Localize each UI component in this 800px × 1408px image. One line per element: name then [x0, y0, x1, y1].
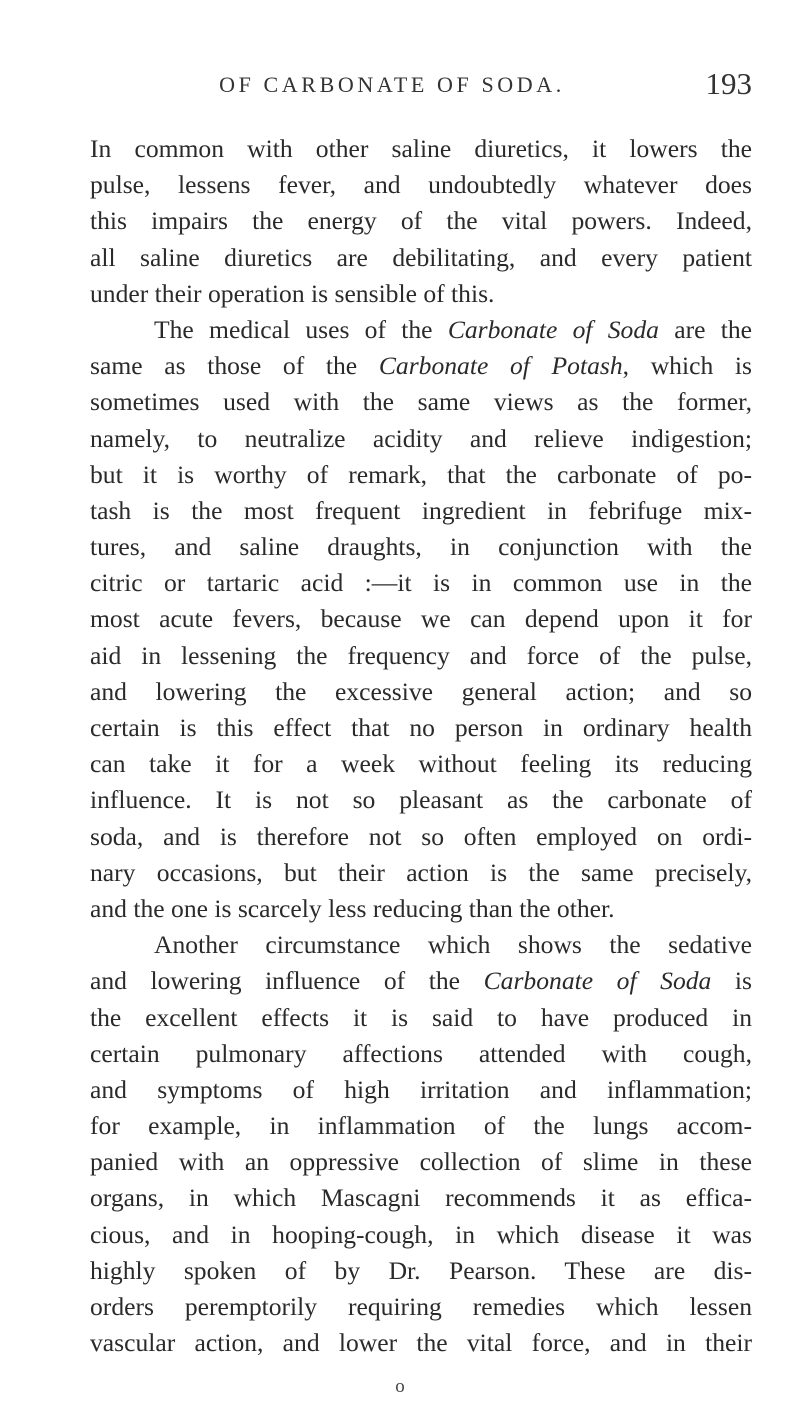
italic-term: Carbonate of Potash: [378, 351, 623, 381]
text-line: organs, in which Mascagni recommends it as effica-: [90, 1183, 752, 1213]
text-line: orders peremptorily requiring remedies which lessen: [90, 1292, 752, 1321]
text-line: tures, and saline draughts, in conjunction with the: [90, 532, 752, 562]
running-title: OF CARBONATE OF SODA.: [219, 72, 565, 97]
running-head: [92, 66, 752, 110]
text-line: nary occasions, but their action is the same precisely,: [90, 857, 752, 887]
italic-term: Carbonate of Soda: [483, 966, 712, 996]
text-line-italic-mixed: [90, 348, 752, 384]
text-line: vascular action, and lower the vital force, and in their: [90, 1328, 752, 1358]
text-line: namely, to neutralize acidity and relieve indigestion;: [90, 423, 752, 453]
text-line: and lowering the excessive general action; and so: [90, 676, 752, 706]
text-line: this impairs the energy of the vital powers. Indeed,: [90, 206, 752, 236]
signature-mark: o: [395, 1376, 405, 1397]
text-line: Another circumstance which shows the sedative: [154, 930, 752, 960]
text-line: certain is this effect that no person in ordinary health: [90, 713, 752, 742]
text-fragment: , which is: [622, 351, 752, 381]
text-line: soda, and is therefore not so often employed on ordi-: [90, 821, 752, 851]
text-fragment: same as those of the: [90, 351, 379, 381]
text-line: aid in lessening the frequency and force of the pulse,: [90, 640, 752, 670]
text-line: and symptoms of high irritation and inflammation;: [90, 1074, 752, 1104]
page-number: 193: [705, 66, 752, 101]
text-line-italic-mixed: [90, 963, 752, 999]
text-line: can take it for a week without feeling its reducing: [90, 749, 752, 779]
text-line: for example, in inflammation of the lungs accom-: [90, 1111, 752, 1141]
text-fragment: is: [711, 966, 752, 996]
text-line: all saline diuretics are debilitating, and every patient: [90, 242, 752, 272]
text-line: certain pulmonary affections attended with cough,: [90, 1038, 752, 1068]
body-text: [90, 131, 752, 1361]
text-line: but it is worthy of remark, that the carbonate of po-: [90, 459, 752, 489]
text-line: tash is the most frequent ingredient in febrifuge mix-: [90, 495, 752, 525]
text-fragment: are the: [658, 314, 752, 344]
text-line: pulse, lessens fever, and undoubtedly whatever does: [90, 170, 752, 200]
text-line: under their operation is sensible of this.: [90, 278, 495, 308]
text-line: the excellent effects it is said to have produced in: [90, 1002, 752, 1032]
text-line: sometimes used with the same views as the former,: [90, 387, 752, 417]
text-line: and the one is scarcely less reducing than the other.: [90, 893, 615, 923]
text-line: cious, and in hooping-cough, in which disease it was: [90, 1219, 752, 1249]
italic-term: Carbonate of Soda: [447, 314, 659, 344]
text-line: In common with other saline diuretics, it lowers the: [90, 134, 752, 163]
text-fragment: The medical uses of the: [154, 314, 448, 344]
text-fragment: and lowering influence of the: [90, 966, 484, 996]
text-line: citric or tartaric acid :—it is in common use in the: [90, 568, 752, 598]
text-line: highly spoken of by Dr. Pearson. These are dis-: [90, 1255, 752, 1285]
text-line-italic-mixed: [90, 312, 752, 348]
text-line: panied with an oppressive collection of slime in these: [90, 1147, 752, 1177]
text-line: influence. It is not so pleasant as the carbonate of: [90, 785, 752, 815]
text-line: most acute fevers, because we can depend upon it for: [90, 604, 752, 634]
